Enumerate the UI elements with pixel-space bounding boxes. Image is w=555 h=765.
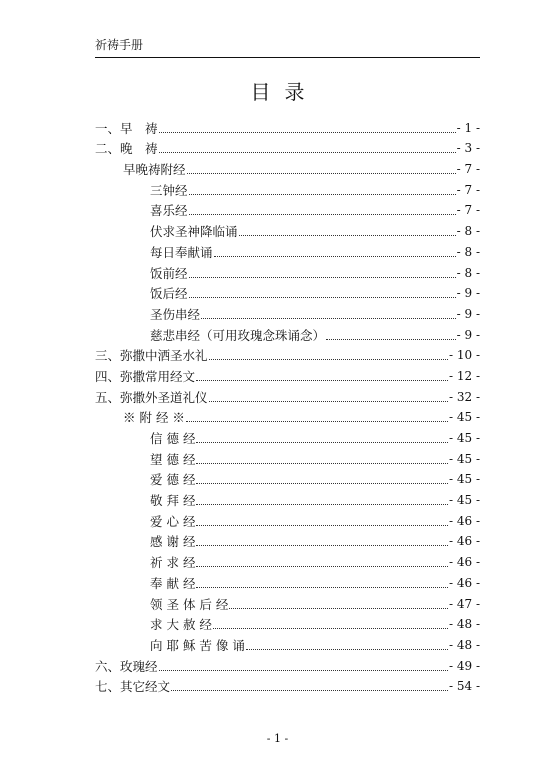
toc-entry-page: - 45 -	[448, 451, 480, 466]
dot-leader	[171, 690, 448, 691]
dot-leader	[189, 194, 456, 195]
toc-entry-page: - 1 -	[456, 120, 480, 135]
toc-entry-page: - 12 -	[448, 368, 480, 383]
running-header: 祈祷手册	[95, 38, 144, 52]
toc-entry[interactable]	[95, 384, 480, 405]
dot-leader	[213, 628, 448, 629]
dot-leader	[209, 359, 448, 360]
dot-leader	[159, 670, 448, 671]
toc-entry-label: 五、弥撒外圣道礼仪	[95, 389, 208, 405]
dot-leader	[189, 214, 456, 215]
toc-entry-label: 领 圣 体 后 经	[150, 596, 229, 612]
toc-entry-label: 祈 求 经	[150, 555, 196, 571]
toc-entry-label: 望 德 经	[150, 451, 196, 467]
toc-entry-page: - 3 -	[456, 141, 480, 156]
dot-leader	[229, 608, 448, 609]
toc-entry-label: 信 德 经	[150, 431, 196, 446]
dot-leader	[187, 173, 456, 174]
toc-entry-page: - 49 -	[448, 658, 480, 673]
toc-entry[interactable]	[95, 570, 480, 591]
toc-entry[interactable]	[95, 177, 480, 198]
toc-entry-page: - 45 -	[448, 431, 480, 445]
toc-entry-label: 饭前经	[150, 265, 188, 281]
dot-leader	[239, 235, 456, 236]
toc-entry-label: 爱 心 经	[150, 513, 196, 529]
toc-entry-page: - 45 -	[448, 410, 480, 425]
toc-entry-page: - 10 -	[448, 348, 480, 363]
toc-entry[interactable]	[95, 467, 480, 488]
toc-entry-label: 敬 拜 经	[150, 493, 196, 509]
dot-leader	[201, 318, 456, 319]
toc-entry-label: 伏求圣神降临诵	[150, 224, 238, 240]
toc-entry-page: - 46 -	[448, 555, 480, 570]
toc-entry[interactable]	[95, 508, 480, 529]
toc-entry-page: - 48 -	[448, 637, 480, 652]
toc-entry[interactable]	[95, 674, 480, 695]
toc-entry-page: - 47 -	[448, 596, 480, 611]
toc-entry-label: 二、晚 祷	[95, 141, 158, 157]
toc-entry[interactable]	[95, 612, 480, 633]
toc-entry-label: 每日奉献诵	[150, 244, 213, 260]
toc-entry-page: - 54 -	[448, 679, 480, 694]
dot-leader	[214, 256, 456, 257]
dot-leader	[159, 132, 456, 133]
page-number: - 1 -	[266, 732, 289, 745]
toc-entry[interactable]	[95, 529, 480, 550]
dot-leader	[196, 483, 448, 484]
toc-entry[interactable]	[95, 549, 480, 570]
dot-leader	[196, 442, 448, 443]
dot-leader	[159, 152, 456, 153]
toc-entry-label: 饭后经	[150, 286, 188, 302]
toc-entry-page: - 7 -	[456, 162, 480, 177]
toc-entry-page: - 7 -	[456, 182, 480, 197]
toc-entry-page: - 45 -	[448, 472, 480, 487]
toc-entry-page: - 8 -	[456, 265, 480, 280]
dot-leader	[196, 587, 448, 588]
toc-entry[interactable]	[95, 405, 480, 426]
toc-entry-page: - 7 -	[456, 203, 480, 218]
dot-leader	[326, 339, 456, 340]
toc-entry[interactable]	[95, 260, 480, 281]
toc-entry[interactable]	[95, 115, 480, 136]
toc-entry-label: 慈悲串经（可用玫瑰念珠诵念）	[150, 327, 326, 343]
toc-entry-page: - 9 -	[456, 286, 480, 301]
toc-entry[interactable]	[95, 653, 480, 674]
toc-entry[interactable]	[95, 136, 480, 157]
toc-entry-page: - 8 -	[456, 244, 480, 259]
toc-entry-page: - 45 -	[448, 493, 480, 508]
dot-leader	[196, 463, 448, 464]
dot-leader	[196, 504, 448, 505]
toc-entry[interactable]	[95, 425, 480, 446]
toc-entry-label: 四、弥撒常用经文	[95, 368, 196, 384]
toc-title: 目录	[250, 80, 319, 104]
table-of-contents	[95, 115, 480, 694]
toc-entry-page: - 9 -	[456, 306, 480, 321]
toc-entry[interactable]	[95, 218, 480, 239]
toc-entry[interactable]	[95, 363, 480, 384]
toc-entry-label: 圣伤串经	[150, 306, 201, 322]
toc-entry[interactable]	[95, 632, 480, 653]
toc-entry[interactable]	[95, 239, 480, 260]
toc-entry-label: 求 大 赦 经	[150, 617, 212, 633]
toc-entry[interactable]	[95, 281, 480, 302]
toc-entry-label: 六、玫瑰经	[95, 658, 158, 674]
header-rule	[95, 57, 480, 58]
toc-entry-page: - 48 -	[448, 617, 480, 632]
toc-entry-page: - 46 -	[448, 513, 480, 528]
toc-entry-label: 三钟经	[150, 182, 188, 198]
toc-entry-label: ※ 附 经 ※	[123, 410, 185, 426]
toc-entry[interactable]	[95, 156, 480, 177]
toc-entry-page: - 46 -	[448, 534, 480, 549]
dot-leader	[196, 380, 448, 381]
toc-entry-label: 早晚祷附经	[123, 162, 186, 178]
toc-entry[interactable]	[95, 322, 480, 343]
toc-entry-label: 喜乐经	[150, 203, 188, 219]
dot-leader	[246, 649, 448, 650]
toc-entry-label: 向 耶 稣 苦 像 诵	[150, 637, 245, 653]
toc-entry-label: 爱 德 经	[150, 472, 196, 488]
dot-leader	[196, 566, 448, 567]
toc-entry-label: 三、弥撒中洒圣水礼	[95, 348, 208, 364]
dot-leader	[196, 545, 448, 546]
toc-entry[interactable]	[95, 487, 480, 508]
toc-entry-label: 感 谢 经	[150, 534, 196, 550]
dot-leader	[189, 277, 456, 278]
toc-entry-label: 七、其它经文	[95, 679, 171, 695]
toc-entry-page: - 46 -	[448, 575, 480, 590]
toc-entry[interactable]	[95, 446, 480, 467]
dot-leader	[189, 297, 456, 298]
dot-leader	[186, 421, 448, 422]
toc-entry-page: - 32 -	[448, 389, 480, 404]
toc-entry-label: 一、早 祷	[95, 120, 158, 136]
toc-entry[interactable]	[95, 301, 480, 322]
toc-entry[interactable]	[95, 591, 480, 612]
toc-entry-label: 奉 献 经	[150, 575, 196, 591]
toc-entry-page: - 8 -	[456, 224, 480, 239]
toc-entry-page: - 9 -	[456, 327, 480, 342]
toc-entry[interactable]	[95, 343, 480, 364]
toc-entry[interactable]	[95, 198, 480, 219]
dot-leader	[209, 401, 448, 402]
dot-leader	[196, 525, 448, 526]
